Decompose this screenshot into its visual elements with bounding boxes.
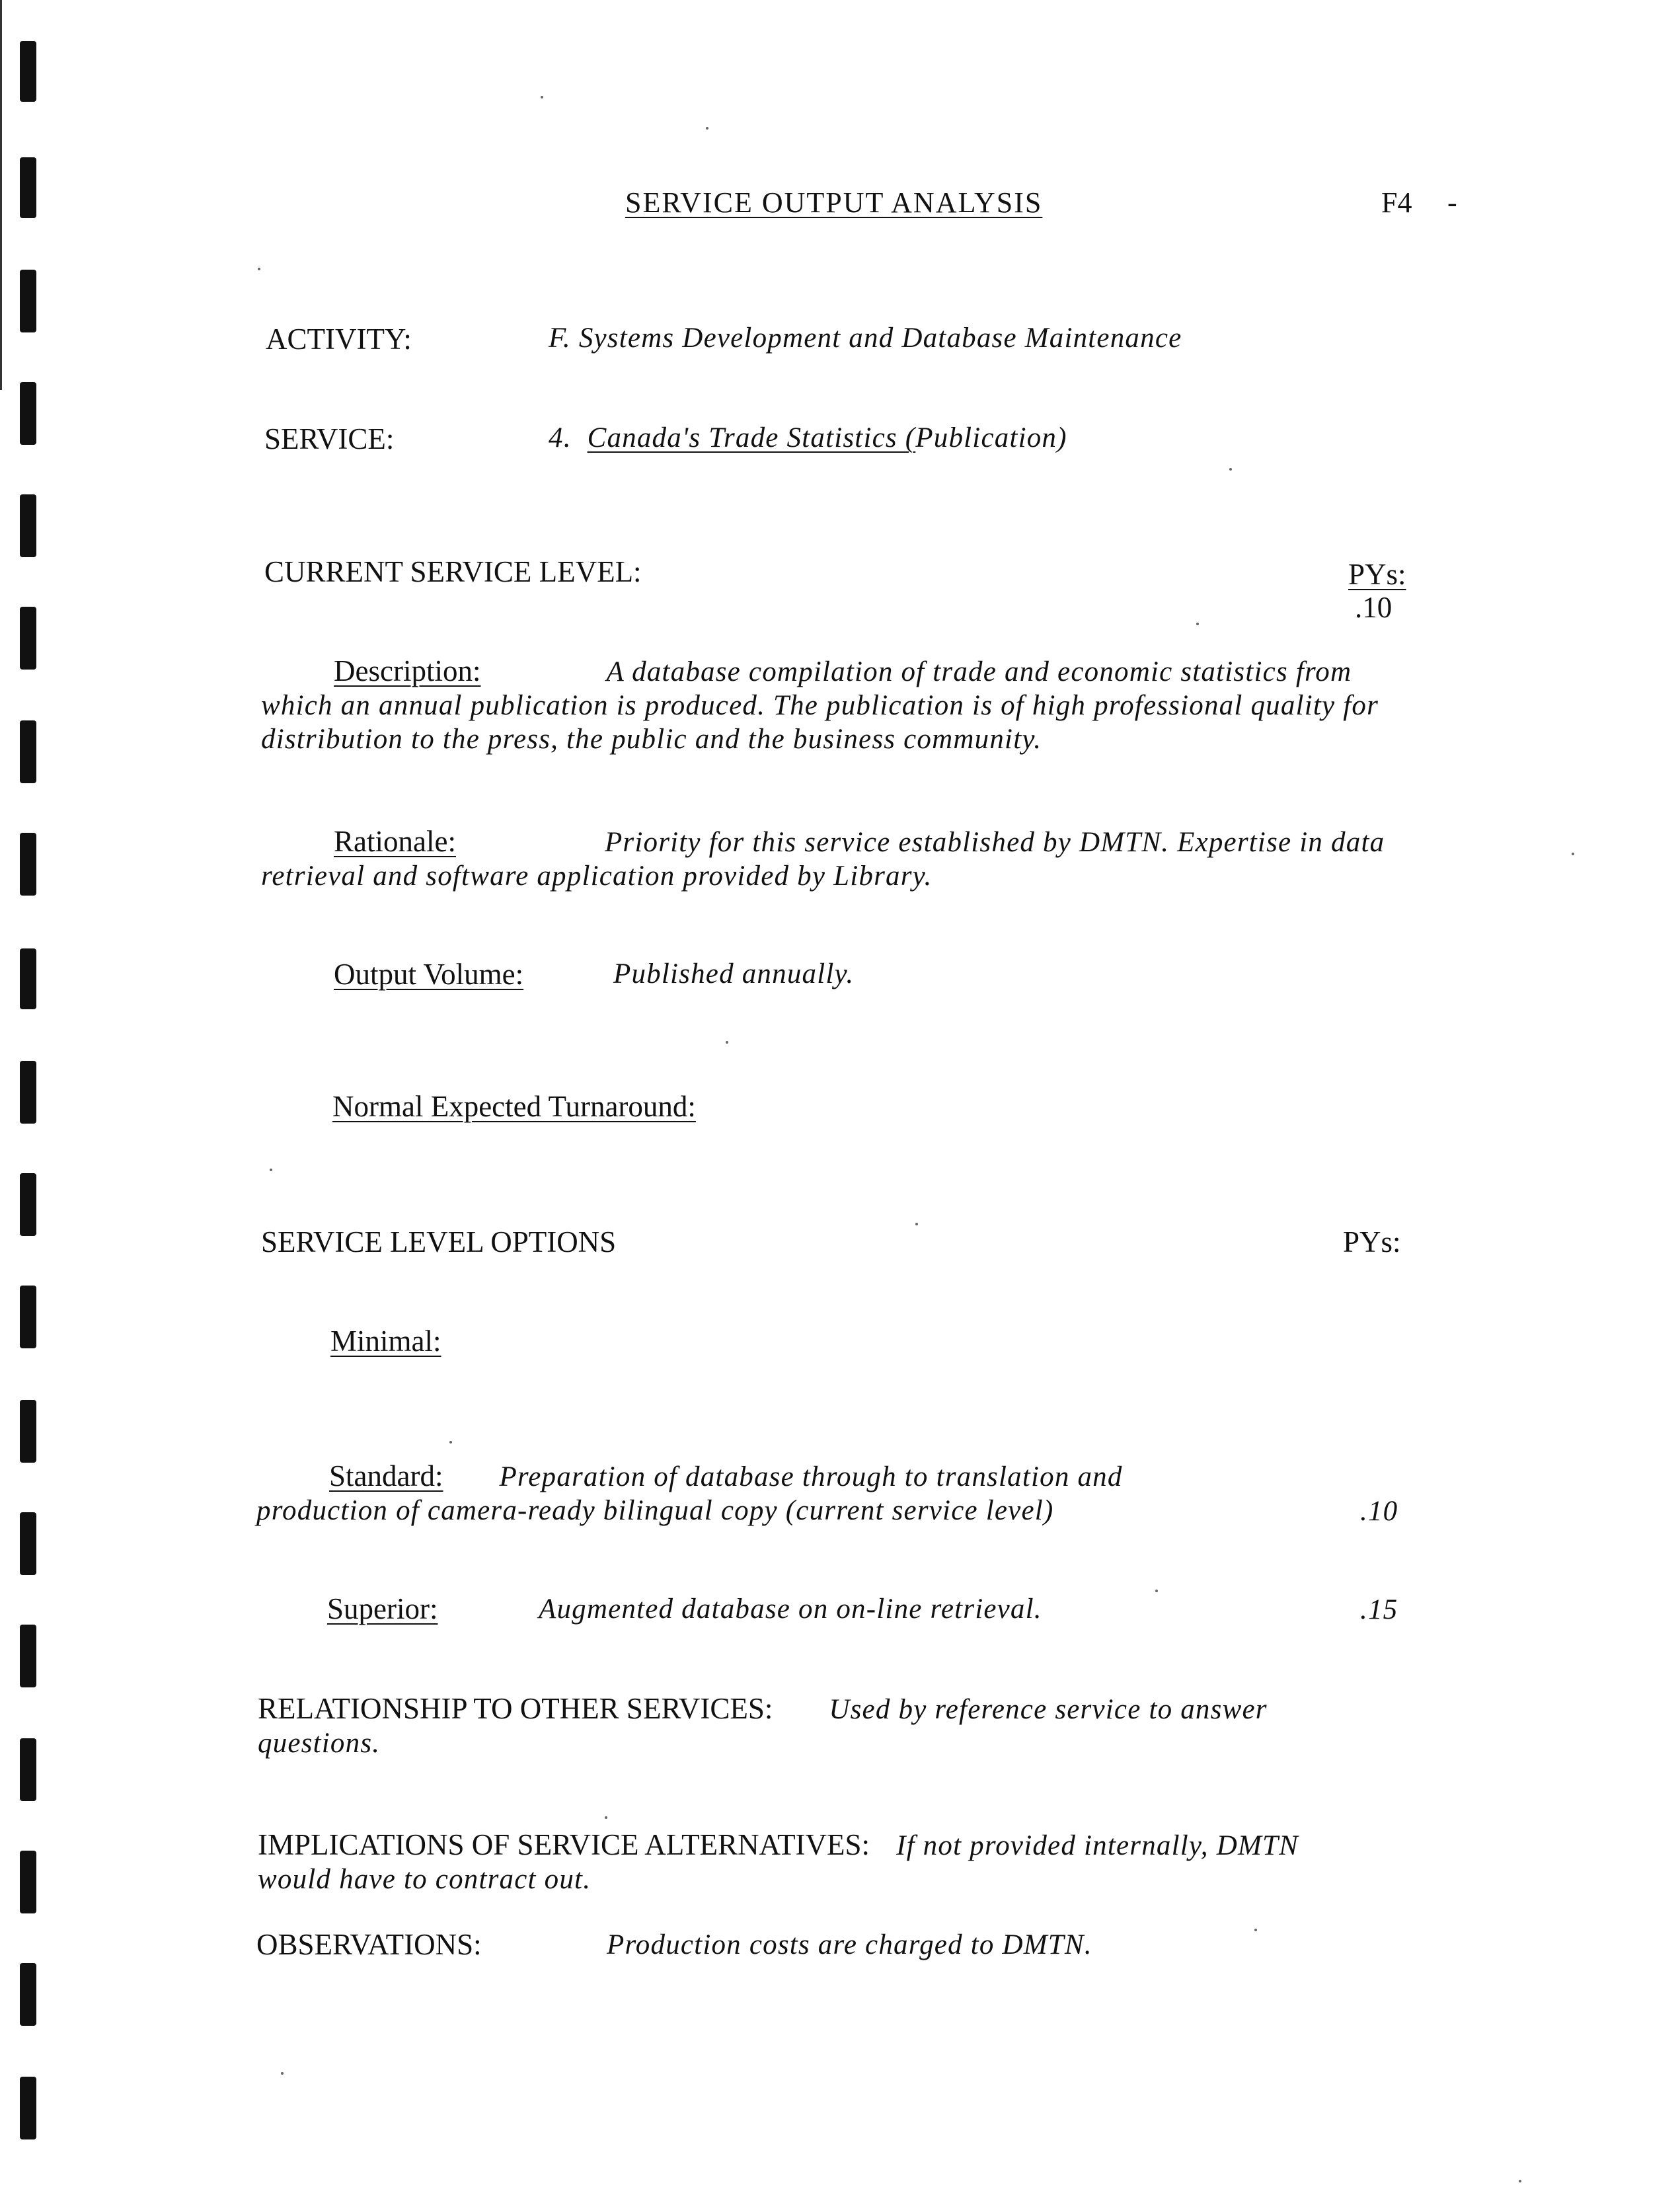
scan-speck [726, 1041, 728, 1044]
scan-speck [1196, 623, 1199, 625]
scan-speck [270, 1169, 272, 1171]
binding-hole [20, 1963, 36, 2026]
binding-hole [20, 157, 36, 218]
scan-speck [1519, 2180, 1521, 2182]
page-edge-line [0, 0, 2, 390]
binding-hole [20, 2077, 36, 2139]
superior-label: Superior: [327, 1592, 438, 1625]
binding-hole [20, 948, 36, 1009]
page-code-dash: - [1447, 186, 1457, 219]
standard-paragraph [256, 1459, 1248, 1527]
binding-hole [20, 833, 36, 896]
scan-speck [1155, 1590, 1158, 1592]
relationship-text: Used by reference service to answer questions. [258, 1694, 1268, 1759]
binding-strip [0, 0, 79, 2195]
binding-hole [20, 607, 36, 670]
standard-label: Standard: [329, 1459, 443, 1492]
scan-speck [1572, 853, 1574, 855]
scan-speck [1229, 468, 1232, 471]
binding-hole [20, 1061, 36, 1124]
service-suffix: Publication) [915, 422, 1067, 453]
binding-hole [20, 720, 36, 783]
relationship-paragraph [258, 1692, 1381, 1760]
output-volume-label: Output Volume: [334, 958, 524, 991]
binding-hole [20, 1173, 36, 1236]
scan-speck [706, 127, 708, 130]
scan-speck [541, 96, 543, 98]
binding-hole [20, 494, 36, 557]
scan-speck [258, 268, 260, 270]
service-value [549, 424, 1067, 452]
description-label: Description: [334, 654, 481, 687]
binding-hole [20, 1625, 36, 1687]
scan-speck [281, 2072, 284, 2075]
binding-hole [20, 1512, 36, 1575]
binding-hole [20, 1851, 36, 1913]
activity-value: F. Systems Development and Database Maintenance [549, 323, 1182, 354]
service-name: Canada's Trade Statistics ( [587, 422, 916, 453]
binding-hole [20, 41, 36, 102]
rationale-text: Priority for this service established by DMTN. Expertise in data retrieval and software application provided by Library. [261, 827, 1385, 892]
observations-text: Production costs are charged to DMTN. [607, 1929, 1092, 1960]
binding-hole [20, 382, 36, 445]
binding-hole [20, 1738, 36, 1801]
implications-text: If not provided internally, DMTN would have to contract out. [258, 1830, 1299, 1895]
scan-speck [605, 1816, 607, 1819]
superior-pys: .15 [1360, 1594, 1398, 1625]
turnaround-label: Normal Expected Turnaround: [332, 1090, 696, 1123]
options-pys-label: PYs: [1343, 1225, 1401, 1258]
standard-text: Preparation of database through to translation and production of camera-ready bilingual copy (current service level) [256, 1461, 1123, 1526]
current-pys-value: .10 [1355, 591, 1393, 624]
implications-paragraph [258, 1828, 1328, 1896]
scan-speck [915, 1223, 918, 1225]
page-title: SERVICE OUTPUT ANALYSIS [625, 186, 1043, 219]
binding-hole [20, 1400, 36, 1463]
relationship-label: RELATIONSHIP TO OTHER SERVICES: [258, 1692, 773, 1725]
observations-label: OBSERVATIONS: [256, 1928, 482, 1961]
page-code: F4 [1381, 186, 1412, 219]
service-level-options-heading: SERVICE LEVEL OPTIONS [261, 1225, 617, 1258]
scan-speck [1254, 1929, 1257, 1931]
implications-label: IMPLICATIONS OF SERVICE ALTERNATIVES: [258, 1828, 870, 1861]
scan-speck [449, 1441, 452, 1444]
rationale-paragraph [261, 825, 1398, 893]
current-service-level-heading: CURRENT SERVICE LEVEL: [264, 555, 642, 588]
service-label: SERVICE: [264, 422, 395, 455]
output-volume-text: Published annually. [613, 958, 855, 989]
current-pys-label: PYs: [1348, 558, 1406, 591]
service-number: 4. [549, 422, 572, 453]
minimal-label: Minimal: [330, 1325, 441, 1358]
description-paragraph [261, 654, 1385, 756]
rationale-label: Rationale: [334, 825, 456, 858]
binding-hole [20, 1286, 36, 1348]
activity-label: ACTIVITY: [266, 323, 412, 356]
standard-pys: .10 [1360, 1496, 1398, 1527]
binding-hole [20, 270, 36, 332]
description-text: A database compilation of trade and economic statistics from which an annual publication is produced. The publication is of high professional quality for distribution to the press, the public and the business community. [261, 656, 1379, 755]
superior-text: Augmented database on on-line retrieval. [539, 1594, 1042, 1625]
